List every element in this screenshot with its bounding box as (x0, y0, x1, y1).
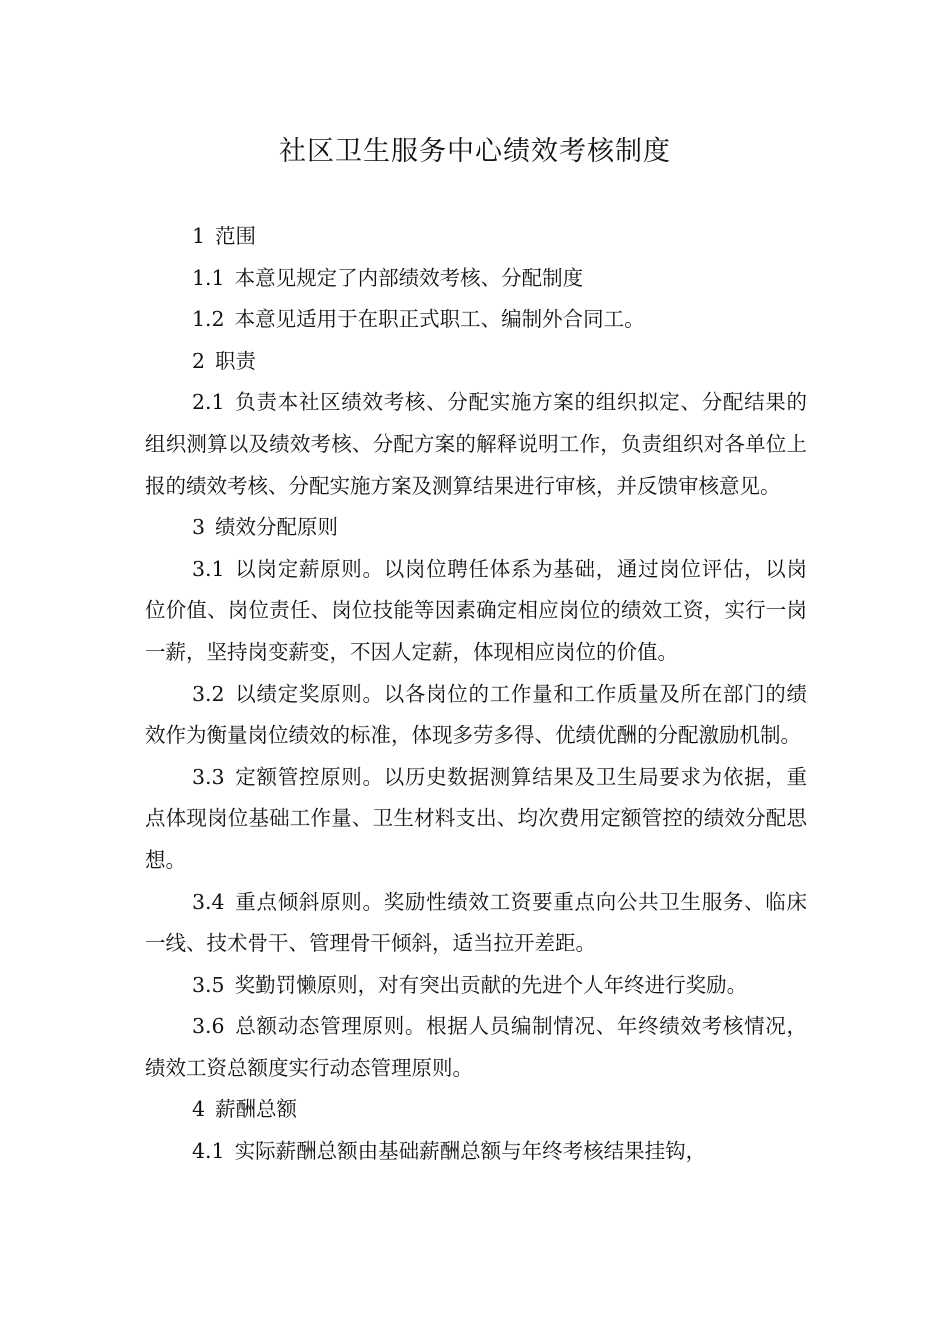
section-number: 4 (192, 1097, 206, 1122)
document-title: 社区卫生服务中心绩效考核制度 (279, 136, 671, 167)
section-number: 3.3 (192, 764, 225, 789)
paragraph-text: 实际薪酬总额由基础薪酬总额与年终考核结果挂钩， (234, 1139, 707, 1164)
section-number: 4.1 (192, 1139, 225, 1164)
paragraph-text: 绩效分配原则 (215, 515, 339, 540)
paragraph-text: 职责 (215, 348, 257, 373)
paragraph (145, 1006, 807, 1089)
section-number: 1 (192, 224, 206, 248)
paragraph-text: 总额动态管理原则。根据人员编制情况、年终绩效考核情况，绩效工资总额度实行动态管理原则。 (145, 1014, 807, 1080)
paragraph-text: 以岗定薪原则。以岗位聘任体系为基础，通过岗位评估，以岗位价值、岗位责任、岗位技能等因素确定相应岗位的绩效工资，实行一岗一薪，坚持岗变薪变，不因人定薪，体现相应岗位的价值。 (145, 556, 807, 664)
paragraph (145, 674, 807, 757)
paragraph-text: 本意见适用于在职正式职工、编制外合同工。 (234, 307, 645, 332)
paragraph (145, 341, 807, 383)
document-body (145, 216, 807, 1173)
paragraph-text: 定额管控原则。以历史数据测算结果及卫生局要求为依据，重点体现岗位基础工作量、卫生材料支出、均次费用定额管控的绩效分配思想。 (145, 764, 807, 872)
paragraph-text: 本意见规定了内部绩效考核、分配制度 (234, 265, 584, 290)
section-number: 3 (192, 515, 206, 540)
paragraph-text: 范围 (215, 224, 257, 248)
section-number: 1.1 (192, 265, 225, 290)
section-number: 3.5 (192, 972, 225, 997)
paragraph-text: 以绩定奖原则。以各岗位的工作量和工作质量及所在部门的绩效作为衡量岗位绩效的标准，体现多劳多得、优绩优酬的分配激励机制。 (145, 681, 807, 748)
paragraph (145, 258, 807, 300)
paragraph (145, 882, 807, 965)
section-number: 3.1 (192, 556, 225, 581)
section-number: 2.1 (192, 390, 225, 415)
paragraph (145, 549, 807, 674)
section-number: 3.6 (192, 1014, 225, 1039)
paragraph (145, 965, 807, 1007)
section-number: 3.4 (192, 889, 225, 914)
paragraph (145, 382, 807, 507)
paragraph (145, 1089, 807, 1131)
section-number: 3.2 (192, 681, 225, 706)
paragraph (145, 757, 807, 882)
paragraph (145, 1131, 807, 1173)
paragraph-text: 负责本社区绩效考核、分配实施方案的组织拟定、分配结果的组织测算以及绩效考核、分配方案的解释说明工作，负责组织对各单位上报的绩效考核、分配实施方案及测算结果进行审核，并反馈审核意见。 (145, 390, 807, 498)
paragraph-text: 薪酬总额 (215, 1097, 298, 1122)
paragraph-text: 重点倾斜原则。奖励性绩效工资要重点向公共卫生服务、临床一线、技术骨干、管理骨干倾斜，适当拉开差距。 (145, 889, 807, 956)
paragraph (145, 216, 807, 258)
section-number: 1.2 (192, 307, 225, 332)
section-number: 2 (192, 348, 206, 373)
paragraph (145, 299, 807, 341)
paragraph-text: 奖勤罚懒原则，对有突出贡献的先进个人年终进行奖励。 (234, 972, 748, 997)
paragraph (145, 507, 807, 549)
